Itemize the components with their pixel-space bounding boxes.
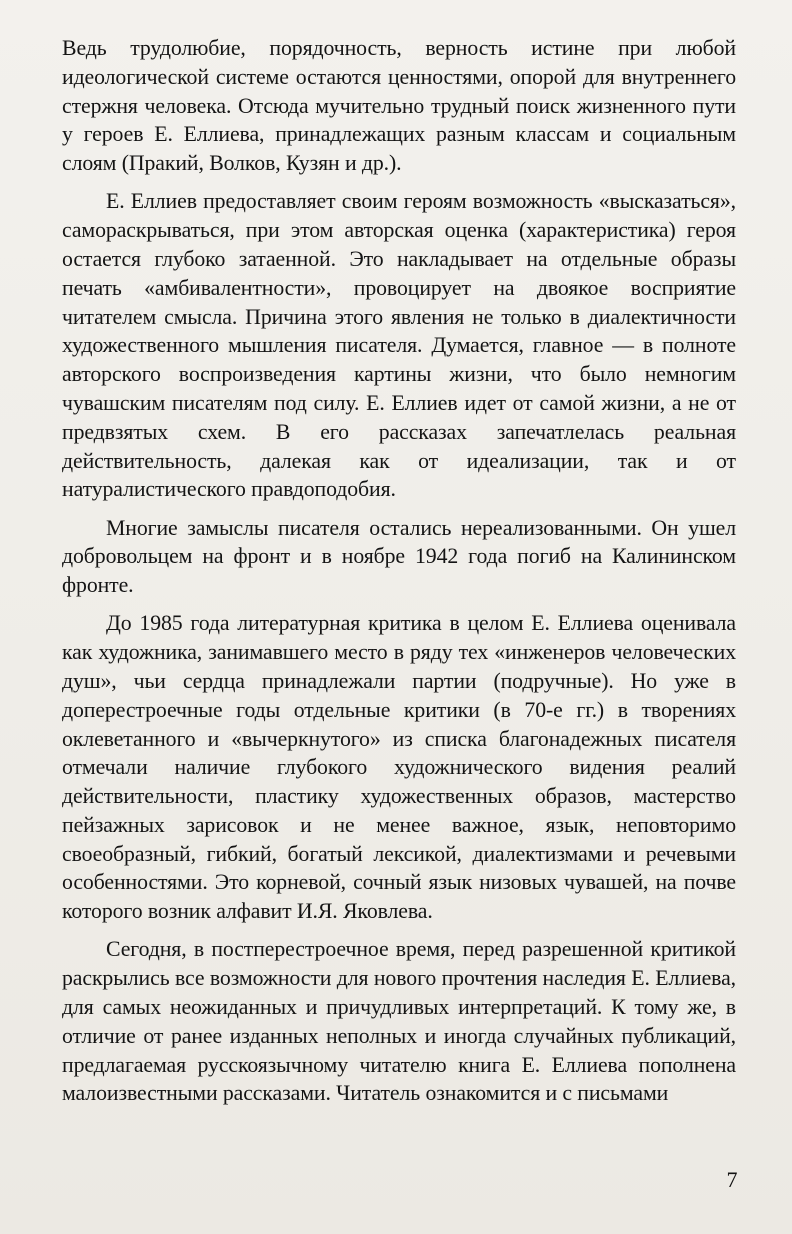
paragraph-5: Сегодня, в постперестроечное время, перед разрешенной критикой раскрылись все возможности для нового прочтения наследия Е. Еллиева, для самых неожиданных и причудливых интерпретаций. К тому же, в отличие от ранее изданных неполных и иногда случайных публикаций, предлагаемая русскоязычному читателю книга Е. Еллиева пополнена малоизвестными рассказами. Читатель ознакомится и с письмами [62,937,736,1106]
page-body-text [62,34,736,1118]
paragraph-4: До 1985 года литературная критика в целом Е. Еллиева оценивала как художника, занимавшего место в ряду тех «инженеров человеческих душ», чьи сердца принадлежали партии (подручные). Но уже в доперестроечные годы отдельные критики (в 70-е гг.) в творениях оклеветанного и «вычеркнутого» из списка благонадежных писателя отмечали наличие глубокого художнического видения реалий действительности, пластику художественных образов, мастерство пейзажных зарисовок и не менее важное, язык, неповторимо своеобразный, гибкий, богатый лексикой, диалектизмами и речевыми особенностями. Это корневой, сочный язык низовых чувашей, на почве которого возник алфавит И.Я. Яковлева. [62,611,736,924]
page-number: 7 [726,1167,738,1192]
paragraph-2: Е. Еллиев предоставляет своим героям возможность «высказаться», самораскрываться, при этом авторская оценка (характеристика) героя остается глубоко затаенной. Это накладывает на отдельные образы печать «амбивалентности», провоцирует на двоякое восприятие читателем смысла. Причина этого явления не только в диалектичности художественного мышления писателя. Думается, главное — в полноте авторского воспроизведения картины жизни, что было немногим чувашским писателям под силу. Е. Еллиев идет от самой жизни, а не от предвзятых схем. В его рассказах запечатлелась реальная действительность, далекая как от идеализации, так и от натуралистического правдоподобия. [62,189,736,502]
paragraph-3: Многие замыслы писателя остались нереализованными. Он ушел добровольцем на фронт и в ноябре 1942 года погиб на Калининском фронте. [62,515,736,598]
paragraph-1: Ведь трудолюбие, порядочность, верность истине при любой идеологической системе остаются ценностями, опорой для внутреннего стержня человека. Отсюда мучительно трудный поиск жизненного пути у героев Е. Еллиева, принадлежащих разным классам и социальным слоям (Пракий, Волков, Кузян и др.). [62,36,736,176]
